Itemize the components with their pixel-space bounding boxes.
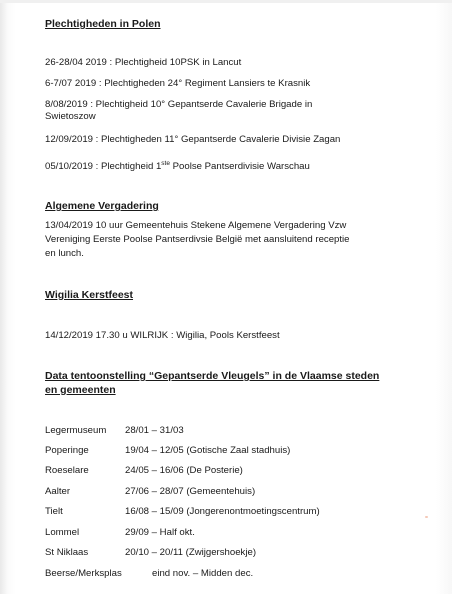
scan-speck bbox=[425, 516, 428, 518]
exhibition-dates: 16/08 – 15/09 (Jongerenontmoetingscentrum) bbox=[125, 506, 320, 517]
exhibition-dates: 29/09 – Half okt. bbox=[125, 527, 195, 538]
top-edge bbox=[0, 0, 452, 3]
polen-item-5 bbox=[45, 157, 310, 174]
exhibition-dates: 20/10 – 20/11 (Zwijgershoekje) bbox=[125, 547, 257, 558]
polen-item-5-post: Poolse Pantserdivisie Warschau bbox=[169, 161, 310, 172]
heading-vergadering: Algemene Vergadering bbox=[45, 200, 159, 212]
exhibition-row bbox=[45, 424, 184, 438]
polen-item-1: 26-28/04 2019 : Plechtigheid 10PSK in Lancut bbox=[45, 57, 242, 68]
polen-item-5-sup: ste bbox=[161, 160, 170, 167]
exhibition-dates: 28/01 – 31/03 bbox=[125, 425, 184, 436]
exhibition-row bbox=[45, 485, 255, 499]
exhibition-dates: 24/05 – 16/06 (De Posterie) bbox=[125, 465, 243, 476]
exhibition-place: Aalter bbox=[45, 486, 71, 497]
heading-polen: Plechtigheden in Polen bbox=[45, 18, 161, 30]
heading-tentoonstelling-1: Data tentoonstelling “Gepantserde Vleugels” in de Vlaamse steden bbox=[45, 370, 380, 382]
exhibition-row bbox=[45, 464, 243, 478]
exhibition-place: St Niklaas bbox=[45, 547, 89, 558]
vergadering-line-2: Vereniging Eerste Poolse Pantserdivsie België met aansluitend receptie bbox=[45, 234, 350, 245]
exhibition-row bbox=[45, 505, 320, 519]
exhibition-row bbox=[45, 444, 290, 458]
polen-item-3-cont: Swietoszow bbox=[45, 111, 96, 122]
vergadering-line-1: 13/04/2019 10 uur Gemeentehuis Stekene Algemene Vergadering Vzw bbox=[45, 220, 347, 231]
heading-wigilia: Wigilia Kerstfeest bbox=[45, 289, 134, 301]
exhibition-place: Roeselare bbox=[45, 465, 89, 476]
polen-item-4: 12/09/2019 : Plechtigheden 11° Gepantserde Cavalerie Divisie Zagan bbox=[45, 134, 341, 145]
polen-item-3: 8/08/2019 : Plechtigheid 10° Gepantserde Cavalerie Brigade in bbox=[45, 99, 313, 110]
exhibition-place: Legermuseum bbox=[45, 425, 107, 436]
exhibition-place: Beerse/Merksplas bbox=[45, 568, 122, 579]
vergadering-line-3: en lunch. bbox=[45, 248, 84, 259]
exhibition-row bbox=[45, 526, 195, 540]
exhibition-dates: eind nov. – Midden dec. bbox=[152, 568, 254, 579]
exhibition-dates: 19/04 – 12/05 (Gotische Zaal stadhuis) bbox=[125, 445, 291, 456]
wigilia-line: 14/12/2019 17.30 u WILRIJK : Wigilia, Pools Kerstfeest bbox=[45, 330, 280, 341]
heading-tentoonstelling-2: en gemeenten bbox=[45, 384, 116, 396]
polen-item-5-pre: 05/10/2019 : Plechtigheid 1 bbox=[45, 161, 162, 172]
exhibition-place: Tielt bbox=[45, 506, 63, 517]
polen-item-2: 6-7/07 2019 : Plechtigheden 24° Regiment Lansiers te Krasnik bbox=[45, 78, 311, 89]
exhibition-row bbox=[45, 546, 256, 560]
exhibition-dates: 27/06 – 28/07 (Gemeentehuis) bbox=[125, 486, 256, 497]
exhibition-place: Poperinge bbox=[45, 445, 89, 456]
exhibition-row-last bbox=[45, 567, 253, 581]
exhibition-place: Lommel bbox=[45, 527, 80, 538]
